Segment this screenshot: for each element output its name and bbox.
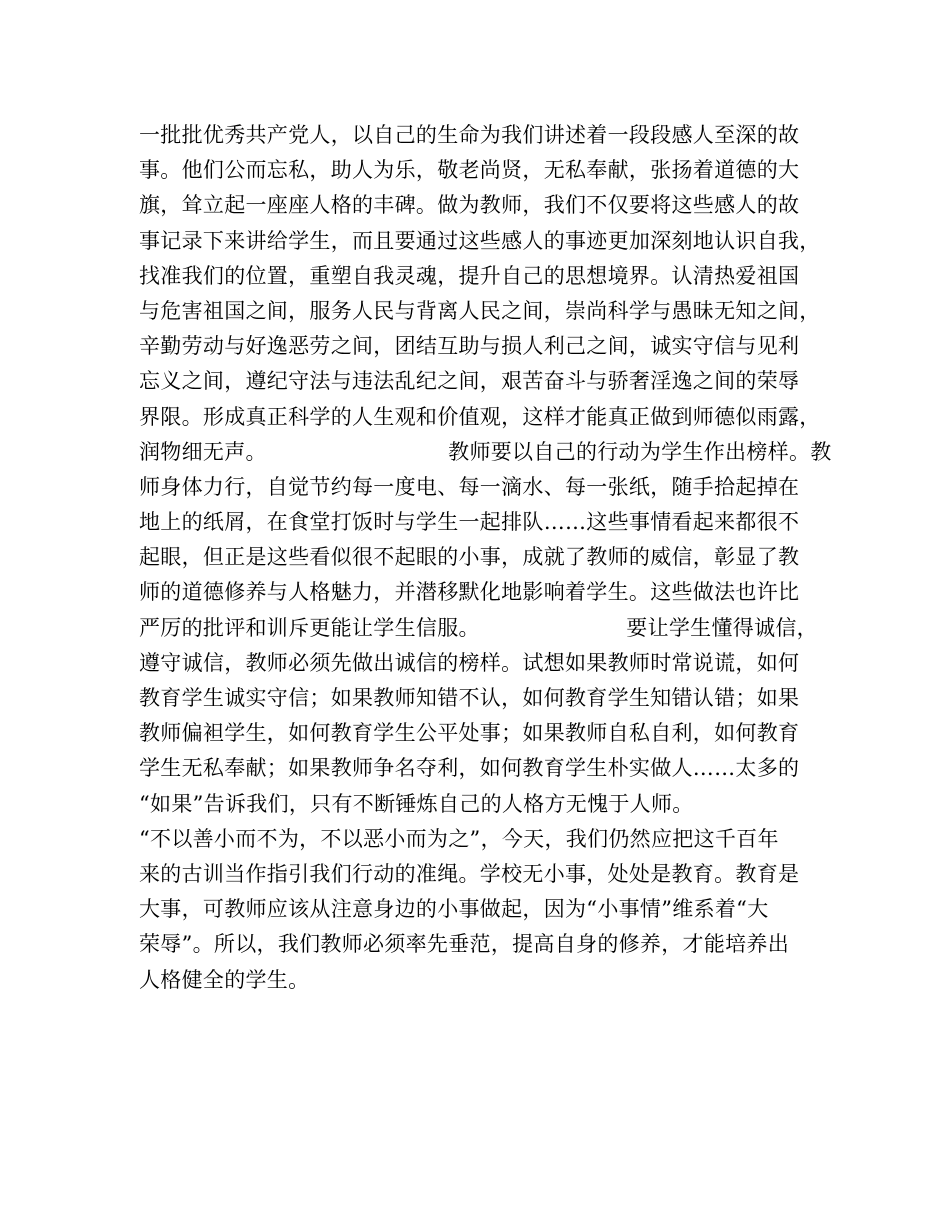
text-line: “如果”告诉我们，只有不断锤炼自己的人格方无愧于人师。 <box>139 791 694 816</box>
text-line: 来的古训当作指引我们行动的准绳。学校无小事，处处是教育。教育是 <box>139 861 800 886</box>
text-line: 忘义之间，遵纪守法与违法乱纪之间，艰苦奋斗与骄奢淫逸之间的荣辱 <box>139 369 800 394</box>
text-line: 学生无私奉献；如果教师争名夺利，如何教育学生朴实做人……太多的 <box>139 756 800 781</box>
text-line: 遵守诚信，教师必须先做出诚信的榜样。试想如果教师时常说谎，如何 <box>139 650 800 675</box>
text-line: 教师偏袒学生，如何教育学生公平处事；如果教师自私自利，如何教育 <box>139 721 800 746</box>
text-line: 一批批优秀共产党人，以自己的生命为我们讲述着一段段感人至深的故 <box>139 123 800 147</box>
text-line: 润物细无声。 教师要以自己的行动为学生作出榜样。教 <box>139 439 832 464</box>
text-line: 大事，可教师应该从注意身边的小事做起，因为“小事情”维系着“大 <box>139 897 769 922</box>
text-line: 严厉的批评和训斥更能让学生信服。 要让学生懂得诚信， <box>139 615 818 640</box>
text-line: 地上的纸屑，在食堂打饭时与学生一起排队……这些事情看起来都很不 <box>139 510 800 535</box>
text-line: 界限。形成真正科学的人生观和价值观，这样才能真正做到师德似雨露， <box>139 404 821 429</box>
text-line: 教育学生诚实守信；如果教师知错不认，如何教育学生知错认错；如果 <box>139 686 800 710</box>
text-line: 师身体力行，自觉节约每一度电、每一滴水、每一张纸，随手拾起掉在 <box>139 474 800 499</box>
text-line: 师的道德修养与人格魅力，并潜移默化地影响着学生。这些做法也许比 <box>139 580 800 605</box>
text-line: 辛勤劳动与好逸恶劳之间，团结互助与损人利己之间，诚实守信与见利 <box>139 334 800 359</box>
text-line: 事记录下来讲给学生，而且要通过这些感人的事迹更加深刻地认识自我， <box>139 228 821 253</box>
text-line: 荣辱”。所以，我们教师必须率先垂范，提高自身的修养，才能培养出 <box>139 932 790 957</box>
document-body <box>139 118 832 998</box>
text-line: 人格健全的学生。 <box>139 967 310 992</box>
text-line: 旗，耸立起一座座人格的丰碑。做为教师，我们不仅要将这些感人的故 <box>139 193 800 218</box>
text-line: 找准我们的位置，重塑自我灵魂，提升自己的思想境界。认清热爱祖国 <box>139 263 800 288</box>
text-line: 与危害祖国之间，服务人民与背离人民之间，崇尚科学与愚昧无知之间， <box>139 298 821 323</box>
text-line: 起眼，但正是这些看似很不起眼的小事，成就了教师的威信，彰显了教 <box>139 545 800 570</box>
text-line: “不以善小而不为，不以恶小而为之”，今天，我们仍然应把这千百年 <box>139 826 779 851</box>
text-line: 事。他们公而忘私，助人为乐，敬老尚贤，无私奉献，张扬着道德的大 <box>139 158 800 183</box>
